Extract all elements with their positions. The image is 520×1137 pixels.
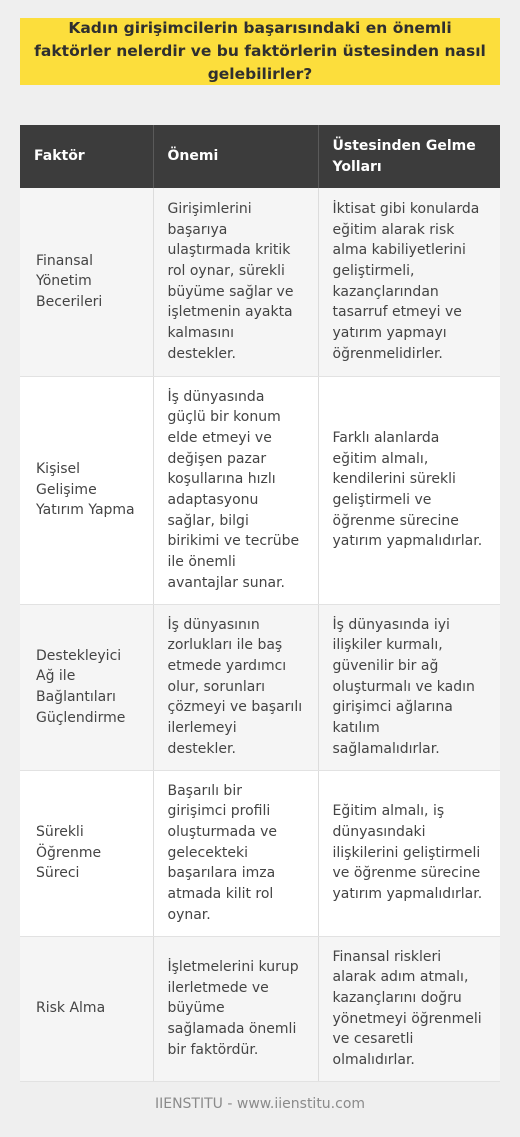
cell-importance: İş dünyasının zorlukları ile baş etmede yardımcı olur, sorunları çözmeyi ve başarılı ilerlemeyi destekler. (153, 604, 318, 770)
cell-ways: İktisat gibi konularda eğitim alarak risk alma kabiliyetlerini geliştirmeli, kazançlarından tasarruf etmeyi ve yatırım yapmayı öğrenmelidirler. (318, 188, 500, 376)
cell-factor: Risk Alma (20, 936, 153, 1081)
cell-ways: İş dünyasında iyi ilişkiler kurmalı, güvenilir bir ağ oluşturmalı ve kadın girişimci ağlarına katılım sağlamalıdırlar. (318, 604, 500, 770)
header-factor: Faktör (20, 125, 153, 188)
cell-factor: Destekleyici Ağ ile Bağlantıları Güçlendirme (20, 604, 153, 770)
header-importance: Önemi (153, 125, 318, 188)
cell-ways: Farklı alanlarda eğitim almalı, kendilerini sürekli geliştirmeli ve öğrenme sürecine yatırım yapmalıdırlar. (318, 376, 500, 604)
cell-ways: Finansal riskleri alarak adım atmalı, kazançlarını doğru yönetmeyi öğrenmeli ve cesaretli olmalıdırlar. (318, 936, 500, 1081)
page-title: Kadın girişimcilerin başarısındaki en önemli faktörler nelerdir ve bu faktörlerin üstesinden nasıl gelebilirler? (34, 19, 486, 83)
footer-credit: IIENSTITU - www.iienstitu.com (154, 1096, 366, 1112)
table-row (20, 936, 500, 1081)
cell-factor: Finansal Yönetim Becerileri (20, 188, 153, 376)
table-row (20, 376, 500, 604)
cell-factor: Kişisel Gelişime Yatırım Yapma (20, 376, 153, 604)
table-row (20, 604, 500, 770)
cell-importance: Başarılı bir girişimci profili oluşturmada ve gelecekteki başarılara imza atmada kilit rol oynar. (153, 770, 318, 936)
cell-importance: İşletmelerini kurup ilerletmede ve büyüme sağlamada önemli bir faktördür. (153, 936, 318, 1081)
cell-factor: Sürekli Öğrenme Süreci (20, 770, 153, 936)
cell-importance: İş dünyasında güçlü bir konum elde etmeyi ve değişen pazar koşullarına hızlı adaptasyonu sağlar, bilgi birikimi ve tecrübe ile önemli avantajlar sunar. (153, 376, 318, 604)
factors-table (20, 125, 500, 1082)
cell-importance: Girişimlerini başarıya ulaştırmada kritik rol oynar, sürekli büyüme sağlar ve işletmenin ayakta kalmasını destekler. (153, 188, 318, 376)
cell-ways: Eğitim almalı, iş dünyasındaki ilişkilerini geliştirmeli ve öğrenme sürecine yatırım yapmalıdırlar. (318, 770, 500, 936)
title-banner (20, 18, 500, 85)
header-ways: Üstesinden Gelme Yolları (318, 125, 500, 188)
table-row (20, 188, 500, 376)
table-header-row (20, 125, 500, 188)
table-row (20, 770, 500, 936)
